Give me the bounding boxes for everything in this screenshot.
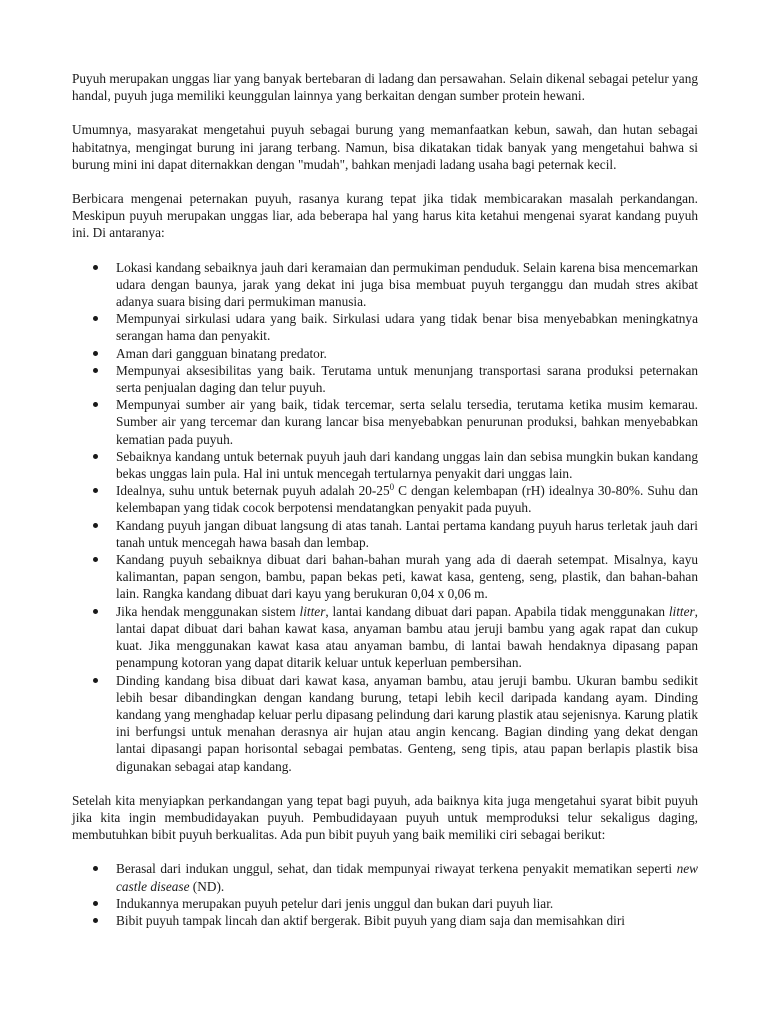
- list-item: [116, 603, 698, 672]
- document-page: [72, 70, 698, 946]
- list-item: [116, 860, 698, 894]
- bibit-criteria-list: [72, 860, 698, 929]
- italic-term: new castle disease: [116, 861, 698, 894]
- text-run: Berasal dari indukan unggul, sehat, dan tidak mempunyai riwayat terkena penyakit mematikan seperti: [116, 861, 677, 877]
- list-item: [116, 482, 698, 516]
- list-item: Mempunyai sumber air yang baik, tidak tercemar, serta selalu tersedia, terutama ketika musim kemarau. Sumber air yang tercemar dan kurang lancar bisa menyebabkan penurunan produksi, bahkan menyebabkan kematian pada puyuh.: [116, 397, 698, 447]
- list-item: Bibit puyuh tampak lincah dan aktif bergerak. Bibit puyuh yang diam saja dan memisahkan diri: [116, 912, 698, 929]
- list-item: Aman dari gangguan binatang predator.: [116, 345, 698, 362]
- text-run: C dengan kelembapan (rH) idealnya 30-80%. Suhu dan kelembapan yang tidak cocok berpotensi mendatangkan penyakit pada puyuh.: [116, 483, 698, 516]
- italic-term: litter: [299, 603, 326, 619]
- paragraph-intro: Puyuh merupakan unggas liar yang banyak bertebaran di ladang dan persawahan. Selain dikenal sebagai petelur yang handal, puyuh juga memiliki keunggulan lainnya yang berkaitan dengan sumber protein hewani.: [72, 71, 698, 104]
- italic-term: litter: [668, 603, 695, 619]
- superscript: 0: [389, 482, 395, 493]
- list-item: Kandang puyuh sebaiknya dibuat dari bahan-bahan murah yang ada di daerah setempat. Misalnya, kayu kalimantan, papan sengon, bambu, papan bekas peti, kawat kasa, genteng, seng, plastik, dan bahan-bahan lain. Rangka kandang dibuat dari kayu yang berukuran 0,04 x 0,06 m.: [116, 552, 698, 602]
- text-run: , lantai kandang dibuat dari papan. Apabila tidak menggunakan: [325, 603, 669, 619]
- list-item: Indukannya merupakan puyuh petelur dari jenis unggul dan bukan dari puyuh liar.: [116, 895, 698, 912]
- list-item: Dinding kandang bisa dibuat dari kawat kasa, anyaman bambu, atau jeruji bambu. Ukuran bambu sedikit lebih besar dibandingkan dengan kandang burung, tetapi lebih kecil daripada kandang ayam. Dinding kandang yang menghadap keluar perlu dipasang pelindung dari karung plastik atau sejenisnya. Karung platik ini berfungsi untuk menahan derasnya air hujan atau angin kencang. Bagian dinding yang dekat dengan lantai dipasangi papan horisontal sebagai pembatas. Genteng, seng tipis, atau papan berlapis plastik bisa digunakan sebagai atap kandang.: [116, 672, 698, 774]
- list-item: Kandang puyuh jangan dibuat langsung di atas tanah. Lantai pertama kandang puyuh harus terletak jauh dari tanah untuk mencegah hawa basah dan lembap.: [116, 517, 698, 550]
- text-run: (ND).: [189, 878, 225, 894]
- paragraph-perkandangan: Berbicara mengenai peternakan puyuh, rasanya kurang tepat jika tidak membicarakan masalah perkandangan. Meskipun puyuh merupakan unggas liar, ada beberapa hal yang harus kita ketahui mengenai syarat kandang puyuh ini. Di antaranya:: [72, 191, 698, 241]
- text-run: Idealnya, suhu untuk beternak puyuh adalah 20-25: [116, 483, 390, 499]
- kandang-requirements-list: [72, 259, 698, 775]
- text-run: Jika hendak menggunakan sistem: [116, 603, 300, 619]
- paragraph-habitat: Umumnya, masyarakat mengetahui puyuh sebagai burung yang memanfaatkan kebun, sawah, dan hutan sebagai habitatnya, mengingat burung ini jarang terbang. Namun, bisa dikatakan tidak banyak yang mengetahui bahwa si burung mini ini dapat diternakkan dengan "mudah", bahkan menjadi ladang usaha bagi peternak kecil.: [72, 122, 698, 172]
- list-item: Sebaiknya kandang untuk beternak puyuh jauh dari kandang unggas lain dan sebisa mungkin bukan kandang bekas unggas lain pula. Hal ini untuk mencegah tertularnya penyakit dari unggas lain.: [116, 448, 698, 482]
- paragraph-bibit: Setelah kita menyiapkan perkandangan yang tepat bagi puyuh, ada baiknya kita juga mengetahui syarat bibit puyuh jika kita ingin membudidayakan puyuh. Pembudidayaan puyuh untuk memproduksi telur sekaligus daging, membutuhkan bibit puyuh berkualitas. Ada pun bibit puyuh yang baik memiliki ciri sebagai berikut:: [72, 792, 698, 843]
- list-item: Mempunyai aksesibilitas yang baik. Terutama untuk menunjang transportasi sarana produksi peternakan serta penjualan daging dan telur puyuh.: [116, 362, 698, 396]
- list-item: Mempunyai sirkulasi udara yang baik. Sirkulasi udara yang tidak benar bisa menyebabkan meningkatnya serangan hama dan penyakit.: [116, 311, 698, 344]
- list-item: Lokasi kandang sebaiknya jauh dari keramaian dan permukiman penduduk. Selain karena bisa mencemarkan udara dengan baunya, jarak yang dekat ini juga bisa membuat puyuh terganggu dan mudah stres akibat adanya suara bising dari permukiman manusia.: [116, 259, 698, 310]
- text-run: , lantai dapat dibuat dari bahan kawat kasa, anyaman bambu atau jeruji bambu yang agak rapat dan cukup kuat. Jika menggunakan kawat kasa atau anyaman bambu, di lantai bawah hendaknya dipasang papan penampung kotoran yang dapat ditarik keluar untuk keperluan pembersihan.: [116, 603, 698, 671]
